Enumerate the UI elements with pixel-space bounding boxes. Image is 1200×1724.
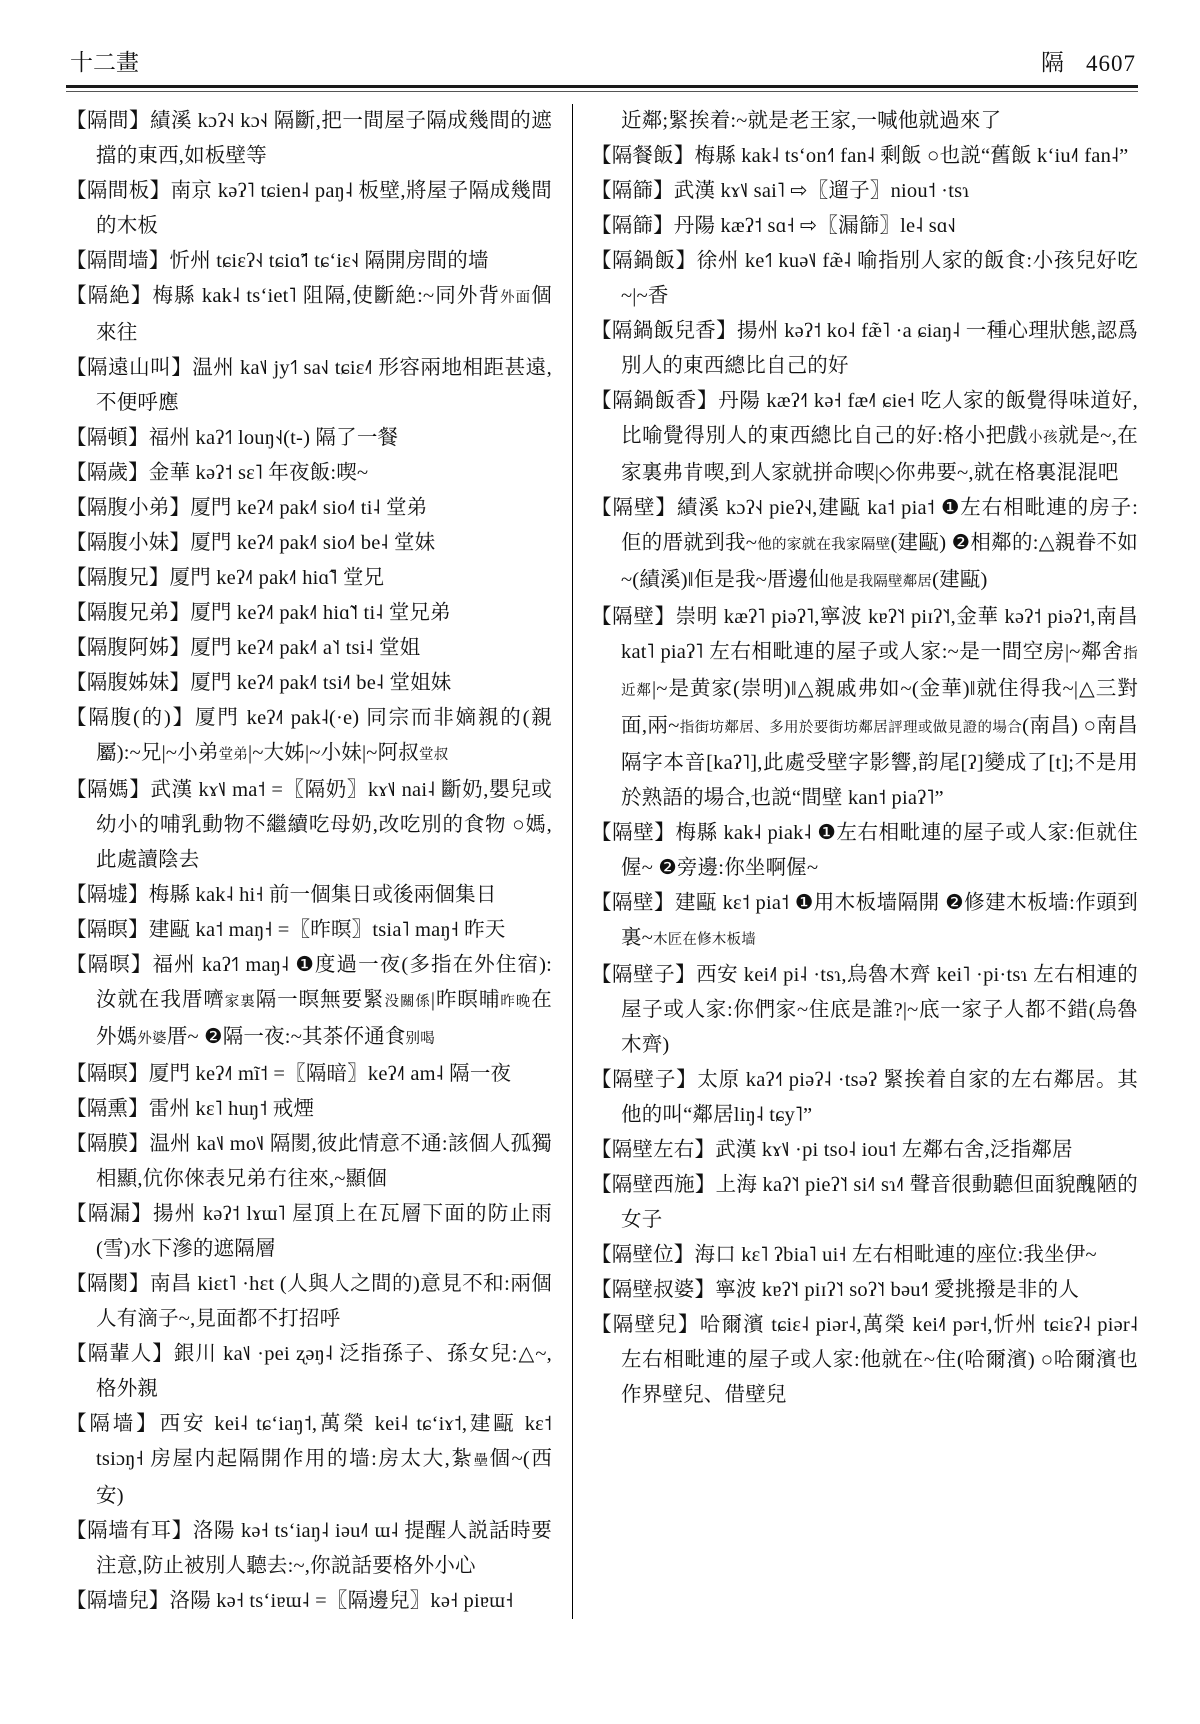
entry-text: 【隔餐飯】梅縣 kak˨ tsʻon˧˥ fan˨ 剩飯 ○也説“舊飯 kʻiu˨˥ fan˨” [591,145,1129,167]
dict-entry [591,314,1138,384]
text-columns [66,104,1138,1619]
entry-text: 個來往 [96,285,552,344]
entry-text: 【隔壁左右】武漢 kɤ˦˩ ·pi tso˨ iou˦ 左鄰右舍,泛指鄰居 [591,1139,1073,1161]
dict-entry [66,878,552,913]
entry-text: 【隔輩人】銀川 ka˦˩ ·pei ʐəŋ˨ 泛指孫子、孫女兒:△~,格外親 [66,1343,552,1400]
entry-text: 【隔篩】武漢 kɤ˦˩ sai˥ ⇨〖遛子〗niou˦ ·tsɿ [591,180,970,202]
inline-gloss-small: 小孩 [1027,430,1059,446]
entry-text: 【隔壁】建甌 kɛ˦ pia˦ ❶用木板墙隔開 ❷修建木板墙:作頭到裏~ [591,892,1138,949]
entry-text: 【隔腹小妹】厦門 keʔ˨˥ pak˨˥ sio˨˥ be˨ 堂妹 [66,532,436,554]
inline-gloss-small: 外面 [500,290,532,306]
entry-text: 【隔墟】梅縣 kak˨ hi˧ 前一個集日或後兩個集日 [66,884,497,906]
dict-entry [591,209,1138,244]
entry-text: 【隔壁】梅縣 kak˨ piak˨ ❶左右相毗連的屋子或人家:佢就住偓~ ❷旁邊:你坐啊偓~ [591,822,1138,879]
entry-text: 【隔壁兒】哈爾濱 tɕiɛ˨ piər˨,萬榮 kei˨˥ pər˧,忻州 tɕiɛʔ˨ piər˨ 左右相毗連的屋子或人家:他就在~住(哈爾濱) ○哈爾濱也作界壁兒、借壁兒 [591,1314,1138,1406]
entry-text: 【隔間板】南京 kəʔ˥ tɕien˨ paŋ˨ 板壁,將屋子隔成幾間的木板 [66,180,552,237]
entry-text: 【隔壁子】西安 kei˨˥ pi˨ ·tsɿ,烏魯木齊 kei˥ ·pi·tsɿ 左右相連的屋子或人家:你們家~住底是誰?|~底一家子人都不錯(烏魯木齊) [591,964,1138,1056]
dict-entry [591,1273,1138,1308]
dict-entry [66,631,552,666]
entry-text: 【隔媽】武漢 kɤ˦˩ ma˦ =〖隔奶〗kɤ˦˩ nai˨ 斷奶,嬰兒或幼小的哺乳動物不繼續吃母奶,改吃別的食物 ○媽,此處讀陰去 [66,779,552,871]
entry-text: 【隔暝】建甌 ka˦ maŋ˧ =〖昨暝〗tsia˥ maŋ˧ 昨天 [66,919,506,941]
entry-text: 【隔間墙】忻州 tɕiɛʔ˧˨ tɕiɑ̃˦˥ tɕʻiɛ˧˨ 隔開房間的墙 [66,250,489,272]
dict-entry [66,561,552,596]
entry-text: |~是黄家(崇明)‖△親戚弗如~(金華)‖就住得我~|△三對面,兩~ [621,678,1139,737]
dict-entry [591,1063,1138,1133]
header-right [1041,44,1136,77]
entry-text: 【隔墙】西安 kei˨ tɕʻiaŋ˦,萬榮 kei˨ tɕʻiɤ˦,建甌 kɛ˦ tsiɔŋ˧ 房屋内起隔開作用的墙:房太大,紮 [66,1413,552,1470]
entry-text: 【隔漏】揚州 kəʔ˦ lɤɯ˥ 屋頂上在瓦層下面的防止雨(雪)水下滲的遮隔層 [66,1203,552,1260]
dict-entry [66,1337,552,1407]
entry-text: 【隔篩】丹陽 kæʔ˦ sɑ˧ ⇨〖漏篩〗le˨ sɑ˧˩ [591,215,956,237]
dict-entry [66,104,552,174]
entry-text: 【隔腹兄弟】厦門 keʔ˨˥ pak˨˥ hiɑ̃˥˦ ti˨ 堂兄弟 [66,602,451,624]
dict-entry [66,279,552,351]
entry-text: 【隔頓】福州 kaʔ˦˥ louŋ˧˨(t-) 隔了一餐 [66,427,399,449]
inline-gloss-small: 木匠在修木板墙 [653,932,756,948]
entry-text: 【隔壁子】太原 kaʔ˧˥ piəʔ˨ ·tsəʔ 緊挨着自家的左右鄰居。其他的叫“鄰居liŋ˨ tɕy˥” [591,1069,1138,1126]
left-column [66,104,572,1619]
dict-entry [591,1133,1138,1168]
entry-text: 【隔墙有耳】洛陽 kə˧ tsʻiaŋ˨ iəu˨˥ ɯ˨ 提醒人説話時要注意,防止被別人聽去:~,你説話要格外小心 [66,1520,552,1577]
entry-text: 【隔歲】金華 kəʔ˦ sɛ˥ 年夜飯:喫~ [66,462,369,484]
entry-text: 【隔鍋飯香】丹陽 kæʔ˧˥ kə˧ fæ˨˥ ɕie˧ 吃人家的飯覺得味道好,比喻覺得別人的東西總比自己的好:格小把戲 [591,390,1138,447]
entry-text: 近鄰;緊挨着:~就是老王家,一喊他就過來了 [621,110,1002,132]
entry-text: 【隔間】績溪 kɔʔ˧˨ kɔ˧˨ 隔斷,把一間屋子隔成幾間的遮擋的東西,如板壁等 [66,110,552,167]
entry-text: 【隔膜】温州 ka˦˩ mo˦˩ 隔閡,彼此情意不通:該個人孤獨相顯,伉你倈表兄弟冇往來,~顯個 [66,1133,552,1190]
entry-text: 【隔絶】梅縣 kak˨ tsʻiet˥ 阻隔,使斷絶:~同外背 [66,285,501,307]
entry-text: 【隔墙兒】洛陽 kə˧ tsʻiɐɯ˨ =〖隔邊兒〗kə˧ piɐɯ˧ [66,1590,514,1612]
dict-entry [66,491,552,526]
entry-text: 就是~,在家裏弗肯喫,到人家就拼命喫|◇你弗要~,就在格裏混混吧 [621,425,1139,484]
inline-gloss-small: 外婆 [137,1031,167,1047]
dict-entry [591,1168,1138,1238]
dict-entry [591,384,1138,491]
dict-entry [66,1514,552,1584]
dict-entry [66,666,552,701]
dict-entry [66,526,552,561]
dict-entry [66,1407,552,1514]
dict-entry [66,1584,552,1619]
dict-entry [591,244,1138,314]
entry-text: 【隔壁】崇明 kæʔ˥ piəʔ˥,寧波 kɐʔ˥˦ piɪʔ˥˦,金華 kəʔ˦ piəʔ˦,南昌 kat˥ piaʔ˥ 左右相毗連的屋子或人家:~是一間空房|~鄰舍 [591,606,1138,663]
dict-entry [591,491,1138,600]
dict-entry [66,773,552,878]
inline-gloss-small: 家裏 [224,994,256,1010]
entry-text: 厝~ ❷隔一夜:~其茶伓通食 [166,1026,406,1048]
entry-text: 【隔腹兄】厦門 keʔ˨˥ pak˨˥ hiɑ̃˥ 堂兄 [66,567,385,589]
entry-text: 【隔暝】厦門 keʔ˨˥ mĩ˦ =〖隔暗〗keʔ˨˥ am˨ 隔一夜 [66,1063,512,1085]
inline-gloss-small: 别喝 [405,1031,435,1047]
inline-gloss-small: 堂弟 [218,747,249,763]
entry-text: 【隔腹姊妹】厦門 keʔ˨˥ pak˨˥ tsi˨˥ be˨ 堂姐妹 [66,672,452,694]
dict-entry [591,139,1138,174]
entry-text: 【隔腹阿姊】厦門 keʔ˨˥ pak˨˥ a˥˦ tsi˨ 堂姐 [66,637,421,659]
dict-entry [66,1267,552,1337]
entry-text: (南昌) ○南昌隔字本音[kaʔ˥],此處受壁字影響,韵尾[ʔ]變成了[t];不是用於熟語的場合,也説“間壁 kan˦ piaʔ˥” [621,715,1138,809]
entry-text: 【隔鍋飯兒香】揚州 kəʔ˦ ko˨ fæ̃˥ ·a ɕiaŋ˨ 一種心理狀態,認爲別人的東西總比自己的好 [591,320,1138,377]
dict-entry [66,948,552,1057]
entry-text: 【隔遠山叫】温州 ka˦˩ jy˦˥ sa˧˩ tɕiɛ˨˥ 形容兩地相距甚遠,不便呼應 [66,357,552,414]
dict-entry [66,1057,552,1092]
entry-text: 【隔腹小弟】厦門 keʔ˨˥ pak˨˥ sio˨˥ ti˨ 堂弟 [66,497,428,519]
entry-text: 【隔壁位】海口 kɛ˥ ʔbia˥ ui˧ 左右相毗連的座位:我坐伊~ [591,1244,1097,1266]
dict-entry [66,1127,552,1197]
inline-gloss-small: 他的家就在我家隔壁 [757,537,891,553]
entry-text: 【隔閡】南昌 kiɛt˥ ·hɛt (人與人之間的)意見不和:兩個人有滴子~,見面都不打招呼 [66,1273,552,1330]
right-column [573,104,1138,1619]
entry-text: (建甌) ❷相鄰的:△親眷不如~(績溪)‖佢是我~厝邊仙 [621,532,1138,591]
dict-entry [66,701,552,773]
dict-entry [591,600,1138,816]
inline-gloss-small: 堂叔 [419,747,449,763]
inline-gloss-small: 没關係 [384,994,431,1010]
inline-gloss-small: 壘 [473,1453,490,1469]
entry-text: 【隔壁叔婆】寧波 kɐʔ˥˦ piɪʔ˥˦ soʔ˥˦ bəu˧˥ 愛挑撥是非的人 [591,1279,1080,1301]
double-rule [66,85,1138,92]
dict-entry [66,421,552,456]
inline-gloss-small: 昨晚 [500,994,532,1010]
dict-entry [66,1197,552,1267]
entry-text: 隔一暝無要緊 [255,989,385,1011]
dict-entry [591,958,1138,1063]
dict-entry [66,596,552,631]
dict-entry [66,456,552,491]
entry-text: 在外媽 [96,989,552,1048]
entry-text: (建甌) [932,569,988,591]
inline-gloss-small: 指近鄰 [621,646,1138,699]
inline-gloss-small: 他是我隔壁鄰居 [829,574,933,590]
entry-text: |昨暝晡 [430,989,501,1011]
page-number: 4607 [1086,51,1136,76]
head-character: 隔 [1041,50,1064,75]
inline-gloss-small: 指街坊鄰居、多用於要街坊鄰居評理或做見證的場合 [679,720,1023,736]
entry-text: 【隔壁西施】上海 kaʔ˥˦ pieʔ˥˦ si˨˥ sɿ˨˥ 聲音很動聽但面貌醜陋的女子 [591,1174,1138,1231]
entry-text: 【隔腹(的)】厦門 keʔ˨˥ pak˨(·e) 同宗而非嫡親的(親屬):~兄|~小弟 [66,707,552,764]
dict-entry [591,886,1138,958]
entry-text: 個~(西安) [96,1448,553,1507]
dict-entry [66,244,552,279]
page-header [66,44,1138,85]
dict-entry [66,913,552,948]
dict-entry [66,351,552,421]
entry-text: 【隔熏】雷州 kɛ˥ huŋ˦ 戒煙 [66,1098,315,1120]
dict-entry [591,816,1138,886]
dict-entry [66,174,552,244]
radical-stroke-section: 十二畫 [70,50,139,75]
dict-entry [591,174,1138,209]
entry-text: |~大姊|~小妹|~阿叔 [248,742,419,764]
dict-entry [591,1308,1138,1413]
entry-text: 【隔暝】福州 kaʔ˦˥ maŋ˨ ❶度過一夜(多指在外住宿):汝就在我厝嚌 [66,954,552,1011]
entry-text: 【隔壁】績溪 kɔʔ˧˨ pieʔ˧˨,建甌 ka˦ pia˦ ❶左右相毗連的房子:佢的厝就到我~ [591,497,1138,554]
entry-continuation [591,104,1138,139]
dict-entry [591,1238,1138,1273]
dict-entry [66,1092,552,1127]
entry-text: 【隔鍋飯】徐州 ke˦˥ kuə˦˩ fæ̃˨ 喻指別人家的飯食:小孩兒好吃~|~香 [591,250,1138,307]
